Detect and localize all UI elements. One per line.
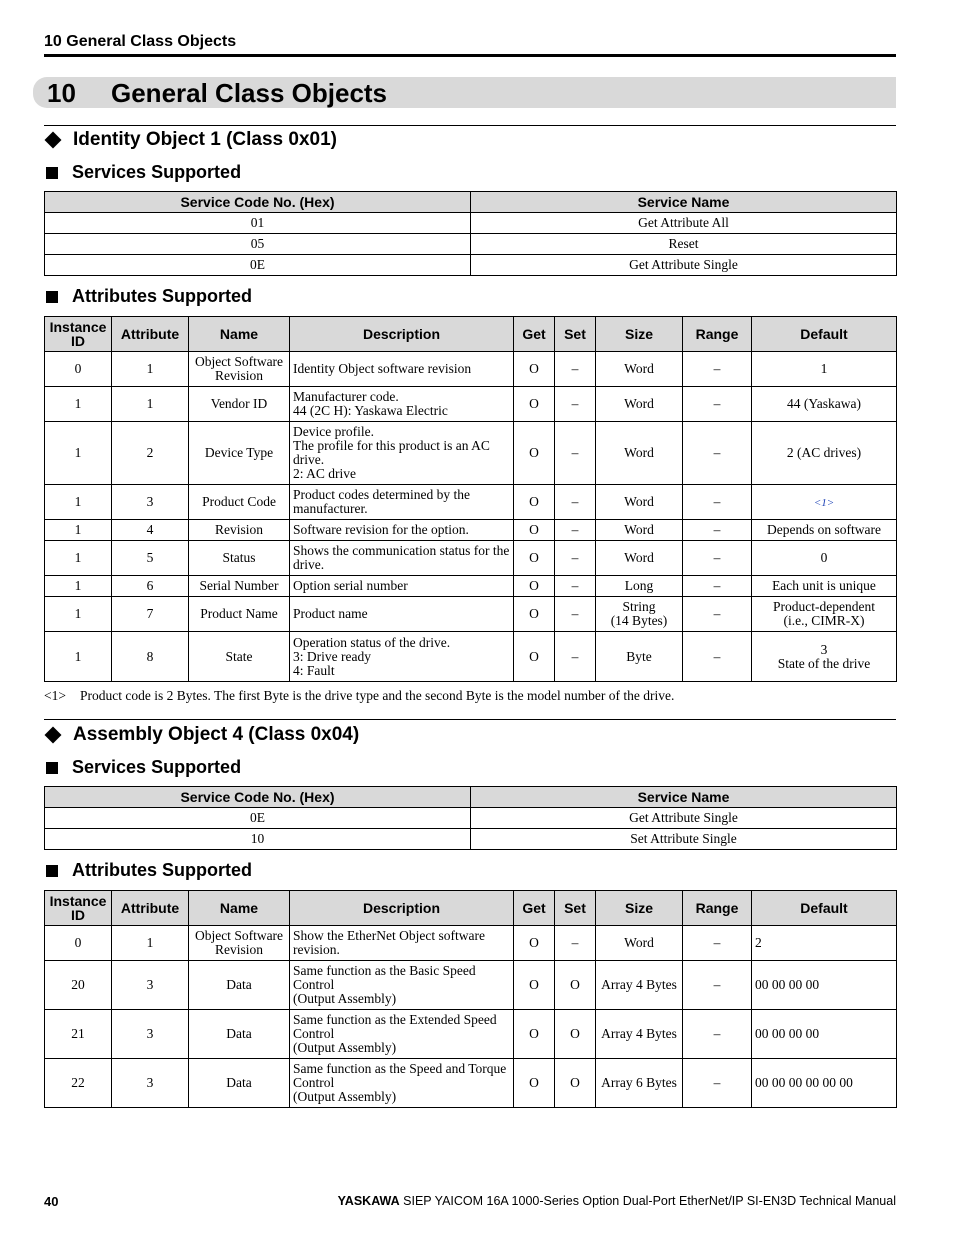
cell: String (14 Bytes) [596, 597, 683, 632]
cell: O [514, 541, 555, 576]
diamond-bullet-icon [45, 727, 62, 744]
cell: Data [189, 1059, 290, 1108]
cell: Word [596, 485, 683, 520]
cell: Word [596, 926, 683, 961]
cell: 7 [112, 597, 189, 632]
identity-services-table [44, 191, 897, 276]
cell: 3 [112, 485, 189, 520]
column-header: Default [752, 317, 897, 352]
cell: 1 [45, 632, 112, 682]
cell: 00 00 00 00 [752, 1010, 897, 1059]
cell: Same function as the Extended Speed Control (Output Assembly) [290, 1010, 514, 1059]
column-header: Set [555, 891, 596, 926]
cell: 1 [112, 926, 189, 961]
cell: Vendor ID [189, 387, 290, 422]
cell: 0E [45, 808, 471, 829]
table-row [45, 422, 897, 485]
cell: Device profile. The profile for this product is an AC drive. 2: AC drive [290, 422, 514, 485]
cell: O [555, 1059, 596, 1108]
cell: Array 4 Bytes [596, 961, 683, 1010]
cell: O [514, 352, 555, 387]
cell: Product Name [189, 597, 290, 632]
cell: 2 [112, 422, 189, 485]
cell: O [514, 422, 555, 485]
identity-attributes-table [44, 316, 897, 682]
section-title: Identity Object 1 (Class 0x01) [73, 129, 337, 150]
table-row [45, 1010, 897, 1059]
cell: Word [596, 422, 683, 485]
cell: Object Software Revision [189, 352, 290, 387]
column-header: Instance ID [45, 317, 112, 352]
cell: O [514, 387, 555, 422]
cell: Get Attribute Single [471, 255, 897, 276]
cell: Word [596, 352, 683, 387]
cell: Get Attribute Single [471, 808, 897, 829]
cell: O [555, 1010, 596, 1059]
cell: 6 [112, 576, 189, 597]
subheading-label: Services Supported [72, 757, 242, 777]
header-rule [44, 54, 896, 57]
cell: Manufacturer code. 44 (2C H): Yaskawa Electric [290, 387, 514, 422]
table-row [45, 926, 897, 961]
cell: – [683, 520, 752, 541]
subheading-label: Attributes Supported [72, 860, 252, 880]
cell: 1 [45, 597, 112, 632]
cell: – [683, 961, 752, 1010]
section-title: Assembly Object 4 (Class 0x04) [73, 724, 360, 745]
column-header: Service Code No. (Hex) [45, 787, 471, 808]
cell: Product Code [189, 485, 290, 520]
footnote [44, 688, 674, 704]
cell: Product-dependent (i.e., CIMR-X) [752, 597, 897, 632]
cell: Show the EtherNet Object software revision. [290, 926, 514, 961]
cell: 05 [45, 234, 471, 255]
cell: 22 [45, 1059, 112, 1108]
cell: 3 [112, 1010, 189, 1059]
cell: – [683, 541, 752, 576]
cell: – [683, 387, 752, 422]
footnote-text: Product code is 2 Bytes. The first Byte is the drive type and the second Byte is the model number of the drive. [80, 688, 675, 703]
cell: Array 6 Bytes [596, 1059, 683, 1108]
cell: O [514, 926, 555, 961]
cell: O [514, 1059, 555, 1108]
cell: Identity Object software revision [290, 352, 514, 387]
table-row [45, 352, 897, 387]
column-header: Name [189, 891, 290, 926]
cell: 00 00 00 00 [752, 961, 897, 1010]
cell: O [514, 1010, 555, 1059]
cell: Depends on software [752, 520, 897, 541]
cell: – [683, 597, 752, 632]
chapter-number: 10 [47, 78, 76, 108]
column-header: Range [683, 891, 752, 926]
cell: 3 [112, 961, 189, 1010]
cell: Long [596, 576, 683, 597]
cell: 21 [45, 1010, 112, 1059]
cell: Set Attribute Single [471, 829, 897, 850]
diamond-bullet-icon [45, 132, 62, 149]
table-row [45, 485, 897, 520]
cell: O [555, 961, 596, 1010]
cell: Device Type [189, 422, 290, 485]
cell: 1 [45, 485, 112, 520]
column-header: Get [514, 891, 555, 926]
square-bullet-icon [46, 865, 58, 877]
cell: O [514, 597, 555, 632]
cell: O [514, 632, 555, 682]
cell: 1 [45, 576, 112, 597]
assembly-attributes-table [44, 890, 897, 1108]
footer-brand: YASKAWA [337, 1194, 400, 1208]
cell: 00 00 00 00 00 00 [752, 1059, 897, 1108]
cell: – [683, 1010, 752, 1059]
cell: – [683, 576, 752, 597]
table-row [45, 808, 897, 829]
subheading-label: Attributes Supported [72, 286, 252, 306]
subheading-attributes [44, 860, 252, 881]
table-row [45, 597, 897, 632]
column-header: Description [290, 317, 514, 352]
cell: O [514, 576, 555, 597]
column-header: Attribute [112, 891, 189, 926]
cell: – [555, 485, 596, 520]
cell: – [555, 422, 596, 485]
cell: 01 [45, 213, 471, 234]
footnote-reference: <1> [813, 496, 835, 509]
column-header: Instance ID [45, 891, 112, 926]
section-heading-identity [44, 129, 337, 151]
cell: 0E [45, 255, 471, 276]
cell: – [555, 597, 596, 632]
cell [752, 485, 897, 520]
cell: 1 [45, 387, 112, 422]
cell: 3 [112, 1059, 189, 1108]
column-header: Service Name [471, 787, 897, 808]
page-number: 40 [44, 1194, 59, 1209]
cell: O [514, 485, 555, 520]
column-header: Size [596, 317, 683, 352]
cell: Each unit is unique [752, 576, 897, 597]
cell: Operation status of the drive. 3: Drive ready 4: Fault [290, 632, 514, 682]
subheading-services [44, 162, 241, 183]
column-header: Size [596, 891, 683, 926]
column-header: Get [514, 317, 555, 352]
cell: 4 [112, 520, 189, 541]
square-bullet-icon [46, 167, 58, 179]
cell: O [514, 961, 555, 1010]
cell: – [683, 352, 752, 387]
cell: Product codes determined by the manufacturer. [290, 485, 514, 520]
cell: Get Attribute All [471, 213, 897, 234]
section-heading-assembly [44, 724, 359, 746]
cell: Shows the communication status for the drive. [290, 541, 514, 576]
assembly-services-table [44, 786, 897, 850]
cell: – [555, 352, 596, 387]
cell: Data [189, 961, 290, 1010]
cell: Status [189, 541, 290, 576]
cell: Product name [290, 597, 514, 632]
column-header: Description [290, 891, 514, 926]
cell: – [555, 632, 596, 682]
table-row [45, 520, 897, 541]
chapter-title: General Class Objects [111, 78, 388, 108]
cell: – [683, 632, 752, 682]
cell: – [683, 926, 752, 961]
cell: – [555, 926, 596, 961]
cell: 1 [45, 422, 112, 485]
cell: 1 [45, 520, 112, 541]
cell: Option serial number [290, 576, 514, 597]
table-row [45, 234, 897, 255]
table-row [45, 576, 897, 597]
subheading-label: Services Supported [72, 162, 242, 182]
cell: State [189, 632, 290, 682]
table-row [45, 632, 897, 682]
cell: Word [596, 541, 683, 576]
cell: 2 [752, 926, 897, 961]
table-row [45, 387, 897, 422]
cell: 8 [112, 632, 189, 682]
cell: 44 (Yaskawa) [752, 387, 897, 422]
cell: 1 [112, 387, 189, 422]
column-header: Attribute [112, 317, 189, 352]
cell: Array 4 Bytes [596, 1010, 683, 1059]
chapter-title-bar [33, 77, 896, 108]
subheading-services [44, 757, 241, 778]
cell: – [555, 387, 596, 422]
cell: 3 State of the drive [752, 632, 897, 682]
cell: Reset [471, 234, 897, 255]
cell: 10 [45, 829, 471, 850]
cell: – [555, 576, 596, 597]
section-rule [44, 719, 896, 720]
cell: – [555, 520, 596, 541]
cell: Revision [189, 520, 290, 541]
cell: Software revision for the option. [290, 520, 514, 541]
cell: Byte [596, 632, 683, 682]
table-row [45, 1059, 897, 1108]
cell: Same function as the Basic Speed Control (Output Assembly) [290, 961, 514, 1010]
column-header: Range [683, 317, 752, 352]
cell: Same function as the Speed and Torque Control (Output Assembly) [290, 1059, 514, 1108]
table-row [45, 255, 897, 276]
cell: – [683, 422, 752, 485]
cell: Data [189, 1010, 290, 1059]
cell: 2 (AC drives) [752, 422, 897, 485]
column-header: Service Code No. (Hex) [45, 192, 471, 213]
table-row [45, 961, 897, 1010]
footnote-mark: <1> [44, 688, 66, 703]
cell: 1 [45, 541, 112, 576]
cell: 0 [45, 352, 112, 387]
column-header: Set [555, 317, 596, 352]
cell: Serial Number [189, 576, 290, 597]
column-header: Default [752, 891, 897, 926]
square-bullet-icon [46, 762, 58, 774]
column-header: Service Name [471, 192, 897, 213]
cell: Word [596, 387, 683, 422]
cell: – [683, 1059, 752, 1108]
column-header: Name [189, 317, 290, 352]
cell: – [683, 485, 752, 520]
cell: 0 [45, 926, 112, 961]
cell: O [514, 520, 555, 541]
footer-manual: SIEP YAICOM 16A 1000-Series Option Dual-Port EtherNet/IP SI-EN3D Technical Manual [403, 1194, 896, 1208]
subheading-attributes [44, 286, 252, 307]
cell: 1 [112, 352, 189, 387]
square-bullet-icon [46, 291, 58, 303]
footer-title [338, 1194, 896, 1208]
cell: 5 [112, 541, 189, 576]
table-row [45, 213, 897, 234]
table-row [45, 541, 897, 576]
cell: 0 [752, 541, 897, 576]
table-row [45, 829, 897, 850]
cell: 20 [45, 961, 112, 1010]
cell: Word [596, 520, 683, 541]
running-head: 10 General Class Objects [44, 33, 237, 50]
cell: Object Software Revision [189, 926, 290, 961]
section-rule [44, 125, 896, 126]
cell: 1 [752, 352, 897, 387]
cell: – [555, 541, 596, 576]
